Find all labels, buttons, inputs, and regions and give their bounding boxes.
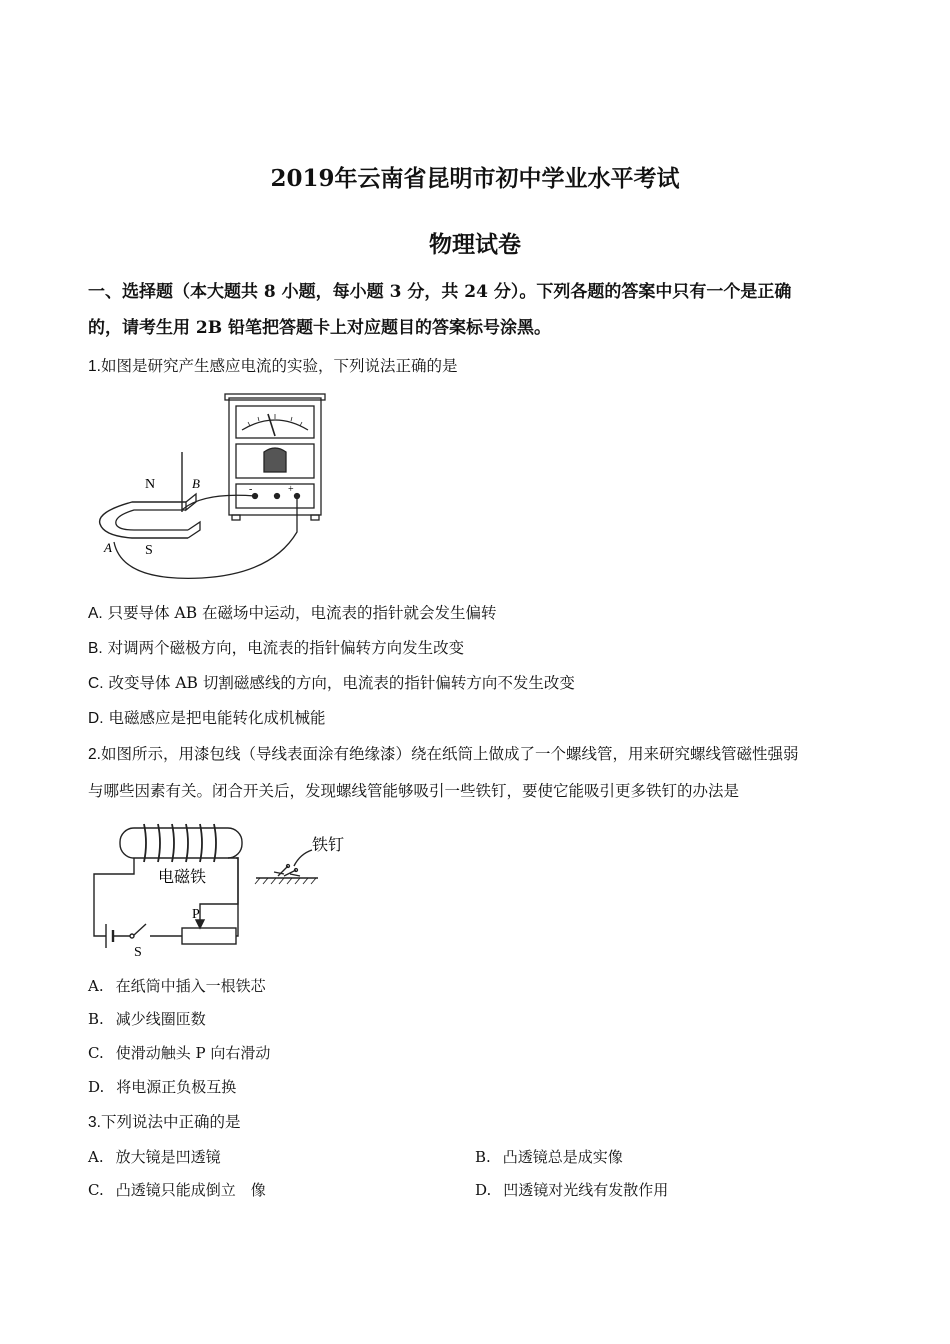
ground-hatch [255, 878, 316, 884]
question-2-stem-line2: 与哪些因素有关。闭合开关后，发现螺线管能够吸引一些铁钉，要使它能吸引更多铁钉的办法是 [88, 782, 740, 800]
option-letter: D. [88, 1078, 105, 1096]
option-text: 只要导体 AB 在磁场中运动，电流表的指针就会发生偏转 [107, 604, 497, 622]
subject-title: 物理试卷 [429, 231, 521, 258]
u-magnet [100, 502, 188, 538]
electromagnet-circuit-figure [88, 816, 358, 956]
exam-title: 2019年云南省昆明市初中学业水平考试 [270, 165, 680, 192]
option-letter: B. [88, 1010, 104, 1028]
question-text: 如图所示，用漆包线（导线表面涂有绝缘漆）绕在纸筒上做成了一个螺线管，用来研究螺线管磁性强弱 [100, 745, 799, 763]
option-text: 改变导体 AB 切割磁感线的方向，电流表的指针偏转方向不发生改变 [108, 674, 575, 692]
label-n: N [145, 477, 156, 492]
question-1-option-d [88, 706, 325, 728]
option-letter: A. [88, 605, 103, 622]
galvanometer-top [225, 394, 325, 400]
question-text: 如图是研究产生感应电流的实验，下列说法正确的是 [100, 357, 458, 375]
switch-blade [134, 924, 146, 935]
option-text: 对调两个磁极方向，电流表的指针偏转方向发生改变 [107, 639, 465, 657]
question-3-stem [88, 1110, 240, 1132]
option-letter: D. [475, 1181, 492, 1199]
nails-pointer [294, 850, 312, 866]
question-3-option-a [88, 1146, 221, 1167]
option-letter: B. [88, 640, 103, 657]
question-3-option-d [475, 1179, 668, 1200]
question-3-option-c [88, 1179, 266, 1200]
rheostat [182, 928, 236, 944]
electromagnet-label: 电磁铁 [158, 869, 207, 886]
option-letter: C. [88, 1181, 104, 1199]
option-text: 放大镜是凹透镜 [115, 1148, 221, 1166]
slider-wire [200, 858, 238, 924]
galvanometer-scale [236, 406, 314, 438]
nails-pile-icon [274, 865, 300, 877]
section-heading-line1: 一、选择题（本大题共 8 小题，每小题 3 分，共 24 分）。下列各题的答案中只有一个是正确 [88, 282, 792, 302]
option-letter: C. [88, 675, 104, 692]
label-b: B [192, 476, 200, 491]
switch-label: S [134, 945, 142, 956]
question-2-option-c [88, 1042, 270, 1063]
galvanometer-needle [268, 414, 275, 436]
question-3-option-b [475, 1146, 623, 1167]
switch-pivot [130, 934, 134, 938]
nails-label: 铁钉 [312, 837, 345, 854]
question-2-option-d [88, 1076, 236, 1097]
question-1-option-a [88, 601, 497, 623]
galvanometer-coil [264, 448, 286, 472]
question-2-option-a [88, 975, 266, 996]
section-heading-line2: 的，请考生用 2B 铅笔把答题卡上对应题目的答案标号涂黑。 [88, 318, 552, 338]
question-number: 3. [88, 1114, 101, 1131]
option-text: 使滑动触头 P 向右滑动 [115, 1044, 271, 1062]
terminal-center [275, 494, 280, 499]
solenoid-windings [144, 824, 216, 862]
option-letter: A. [88, 977, 104, 995]
question-number: 1. [88, 358, 101, 375]
question-1-option-b [88, 636, 464, 658]
option-letter: B. [475, 1148, 491, 1166]
question-2-stem-line1 [88, 742, 798, 764]
option-text: 凸透镜总是成实像 [502, 1148, 623, 1166]
question-number: 2. [88, 746, 101, 763]
option-letter: D. [88, 710, 104, 727]
magnet-s-pole [188, 522, 200, 538]
label-s: S [145, 543, 153, 558]
question-1-option-c [88, 671, 575, 693]
option-text: 将电源正负极互换 [116, 1078, 237, 1096]
question-text: 下列说法中正确的是 [100, 1113, 241, 1131]
option-text: 凸透镜只能成倒立 像 [115, 1181, 266, 1199]
section-heading [88, 274, 878, 346]
option-text: 凹透镜对光线有发散作用 [503, 1181, 669, 1199]
label-a: A [104, 540, 112, 555]
option-text: 在纸筒中插入一根铁芯 [115, 977, 266, 995]
option-letter: A. [88, 1148, 104, 1166]
wire-left [94, 858, 134, 936]
slider-label: P [192, 907, 200, 922]
question-1-stem [88, 354, 457, 376]
option-text: 电磁感应是把电能转化成机械能 [108, 709, 326, 727]
option-text: 减少线圈匝数 [115, 1010, 206, 1028]
label-plus: + [288, 484, 294, 495]
option-letter: C. [88, 1044, 104, 1062]
label-minus: - [249, 484, 253, 495]
solenoid-tube [120, 828, 242, 858]
question-2-option-b [88, 1008, 206, 1029]
induction-experiment-figure [92, 392, 337, 592]
